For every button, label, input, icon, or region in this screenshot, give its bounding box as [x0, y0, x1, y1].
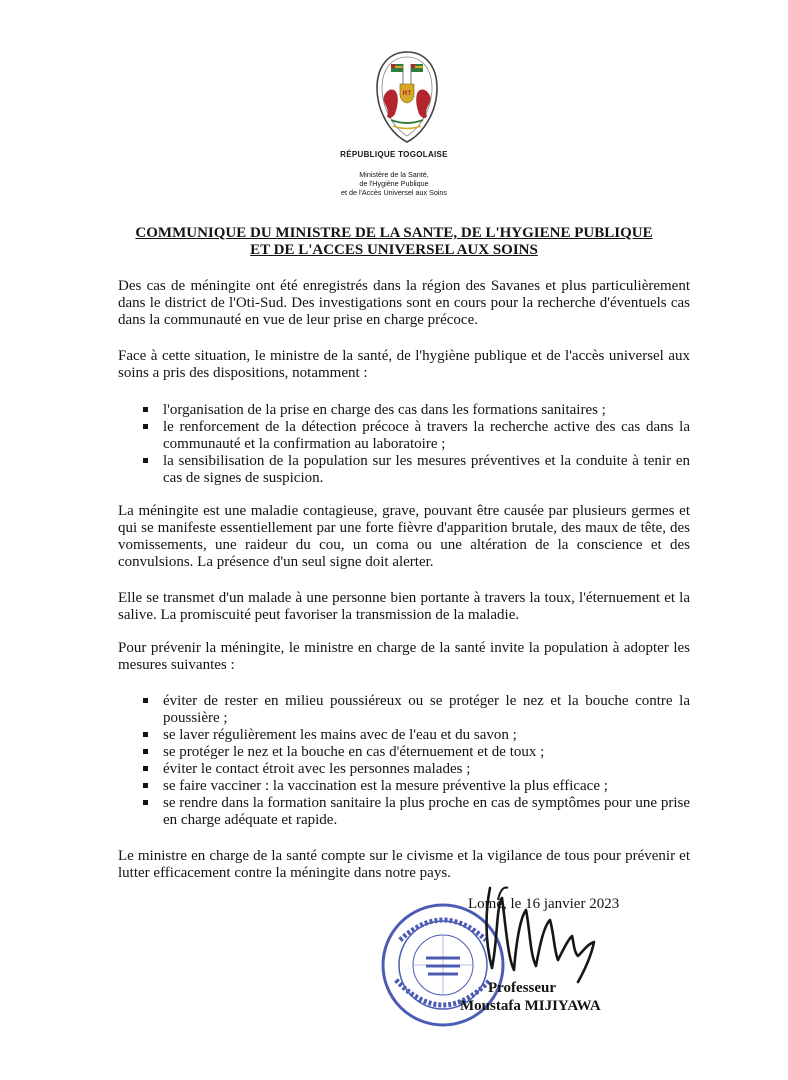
paragraph-closing: Le ministre en charge de la santé compte sur le civisme et la vigilance de tous pour prévenir et lutter efficacement contre la méningite dans notre pays.	[118, 848, 690, 881]
ministry-line: de l'Hygiène Publique	[359, 179, 429, 188]
ministry-heading	[0, 170, 788, 197]
ministry-line: Ministère de la Santé,	[359, 170, 429, 179]
title-line-1: COMMUNIQUE DU MINISTRE DE LA SANTE, DE L'HYGIENE PUBLIQUE	[135, 225, 653, 241]
list-item: se protéger le nez et la bouche en cas d'éternuement et de toux ;	[143, 744, 690, 761]
signatory-name: Moustafa MIJIYAWA	[460, 998, 601, 1014]
list-item: se laver régulièrement les mains avec de l'eau et du savon ;	[143, 727, 690, 744]
dispositions-list	[143, 402, 690, 487]
bullet-icon	[143, 424, 148, 429]
bullet-icon	[143, 458, 148, 463]
signature-date: Lomé, le 16 janvier 2023	[468, 896, 620, 912]
bullet-icon	[143, 749, 148, 754]
paragraph-context: Des cas de méningite ont été enregistrés dans la région des Savanes et plus particulièrement dans le district de l'Oti-Sud. Des investigations sont en cours pour la recherche d'éventuels cas dans la communauté en vue de leur prise en charge précoce.	[118, 278, 690, 328]
title-line-2: ET DE L'ACCES UNIVERSEL AUX SOINS	[250, 242, 538, 258]
paragraph-dispositions-intro: Face à cette situation, le ministre de la santé, de l'hygiène publique et de l'accès universel aux soins a pris des dispositions, notamment :	[118, 348, 690, 381]
bullet-icon	[143, 766, 148, 771]
paragraph-measures-intro: Pour prévenir la méningite, le ministre en charge de la santé invite la population à adopter les mesures suivantes :	[118, 640, 690, 673]
list-item: éviter le contact étroit avec les personnes malades ;	[143, 761, 690, 778]
bullet-icon	[143, 800, 148, 805]
list-item: se rendre dans la formation sanitaire la plus proche en cas de symptômes pour une prise en charge adéquate et rapide.	[143, 795, 690, 829]
communique-title	[80, 225, 708, 259]
handwritten-signature	[468, 880, 638, 990]
list-item: se faire vacciner : la vaccination est la mesure préventive la plus efficace ;	[143, 778, 690, 795]
list-item: éviter de rester en milieu poussiéreux ou se protéger le nez et la bouche contre la poussière ;	[143, 693, 690, 727]
emblem-monogram: RT	[402, 90, 412, 97]
coat-of-arms-emblem	[371, 50, 443, 145]
republic-heading: RÉPUBLIQUE TOGOLAISE	[340, 150, 448, 159]
list-item: le renforcement de la détection précoce à travers la recherche active des cas dans la communauté et la confirmation au laboratoire ;	[143, 419, 690, 453]
list-item: l'organisation de la prise en charge des cas dans les formations sanitaires ;	[143, 402, 690, 419]
ministry-line: et de l'Accès Universel aux Soins	[340, 188, 448, 197]
bullet-icon	[143, 732, 148, 737]
paragraph-transmission: Elle se transmet d'un malade à une personne bien portante à travers la toux, l'éternuement et la salive. La promiscuité peut favoriser la transmission de la maladie.	[118, 590, 690, 623]
paragraph-definition: La méningite est une maladie contagieuse, grave, pouvant être causée par plusieurs germes et qui se manifeste essentiellement par une forte fièvre d'apparition brutale, des maux de tête, des vomissements, une raideur du cou, un coma ou une altération de la conscience et des convulsions. La présence d'un seul signe doit alerter.	[118, 503, 690, 570]
signatory-title: Professeur	[488, 980, 557, 996]
bullet-icon	[143, 407, 148, 412]
bullet-icon	[143, 783, 148, 788]
measures-list	[143, 693, 690, 829]
list-item: la sensibilisation de la population sur les mesures préventives et la conduite à tenir en cas de signes de suspicion.	[143, 453, 690, 487]
bullet-icon	[143, 698, 148, 703]
